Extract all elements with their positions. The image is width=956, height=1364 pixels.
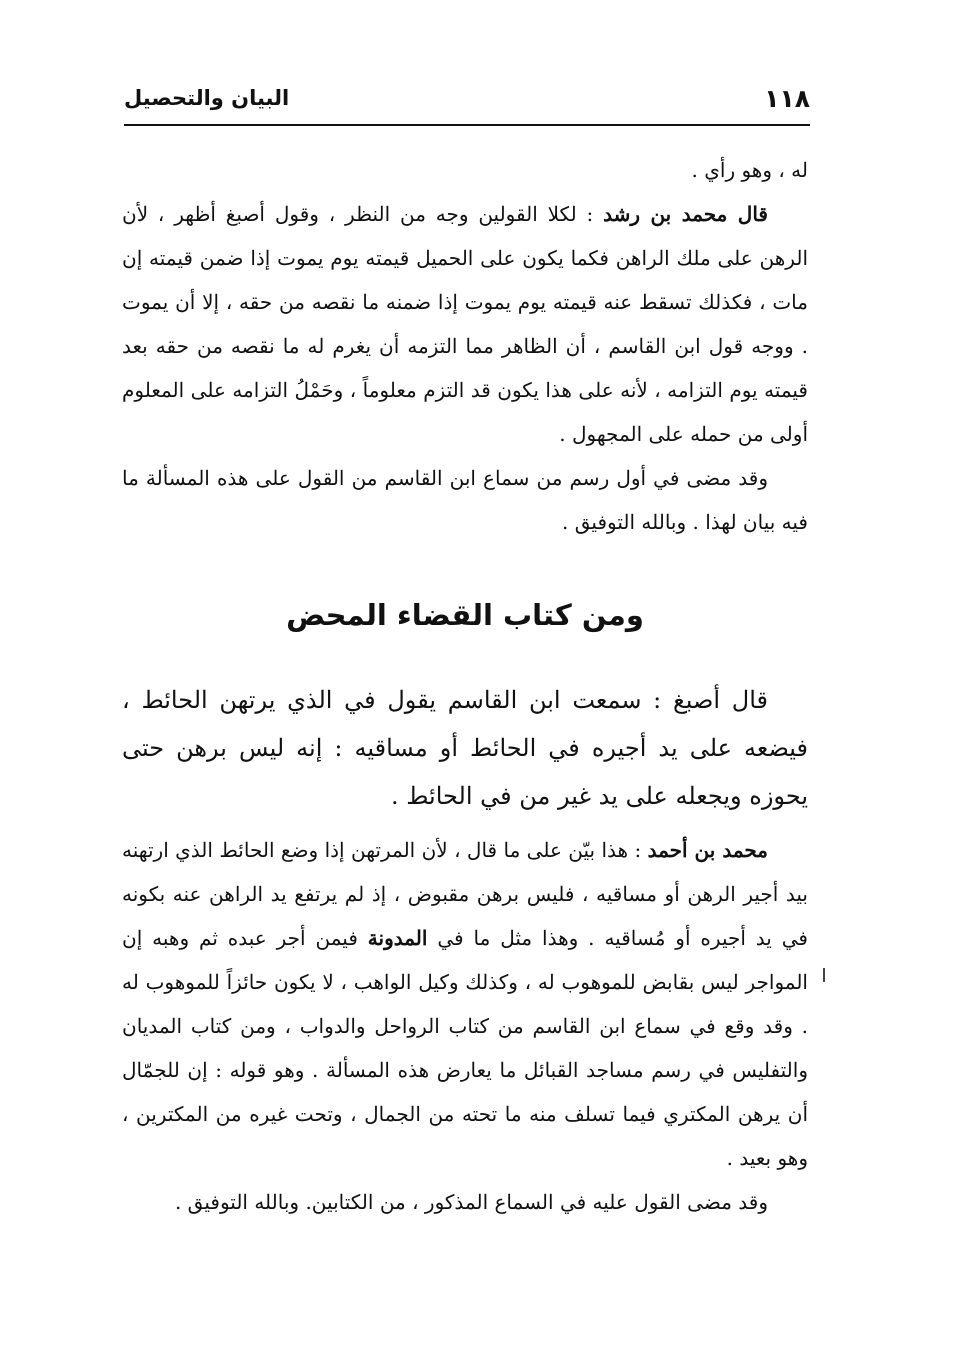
narration-block (122, 676, 808, 820)
running-title: البيان والتحصيل (124, 86, 290, 110)
commentary-block-1 (122, 148, 808, 544)
paragraph-text: فيمن أجر عبده ثم وهبه إن المواجر ليس بقابض للموهوب له ، وكذلك وكيل الواهب ، لا يكون حائزاً للموهوب له . وقد وقع في سماع ابن القاسم من كتاب الرواحل والدواب ، ومن كتاب المديان والتفليس في رسم مساجد القبائل ما يعارض هذه المسألة . وهو قوله : إن للجمّال أن يرهن المكتري فيما تسلف منه ما تحته من الجمال ، وتحت غيره من المكترين ، وهو بعيد . (122, 926, 808, 1170)
page-number: ١١٨ (764, 84, 810, 113)
paragraph-ibn-rushd (122, 192, 808, 456)
page-header (124, 84, 810, 124)
reference-title: المدونة (367, 926, 428, 950)
section-heading: ومن كتاب القضاء المحض (286, 598, 644, 632)
paragraph-continuation: له ، وهو رأي . (691, 158, 808, 182)
paragraph-final: وقد مضى القول عليه في السماع المذكور ، من الكتابين. وبالله التوفيق . (174, 1190, 768, 1214)
paragraph-asbagh: قال أصبغ : سمعت ابن القاسم يقول في الذي يرتهن الحائط ، فيضعه على يد أجيره في الحائط أو مساقيه : إنه ليس برهن حتى يحوزه ويجعله على يد غير من في الحائط . (122, 686, 808, 810)
paragraph-closing: وقد مضى في أول رسم من سماع ابن القاسم من القول على هذه المسألة ما فيه بيان لهذا . وبالله التوفيق . (122, 466, 808, 534)
paragraph-text: : لكلا القولين وجه من النظر ، وقول أصبغ أظهر ، لأن الرهن على ملك الراهن فكما يكون على الحميل قيمته يوم يموت إذا ضمن قيمته إن مات ، فكذلك تسقط عنه قيمته يوم يموت إذا ضمنه ما نقصه من حقه ، إلا أن يموت . ووجه قول ابن القاسم ، أن الظاهر مما التزمه أن يغرم له ما نقصه من حقه بعد قيمته يوم التزامه ، لأنه على هذا يكون قد التزم معلوماً ، وحَمْلُ التزامه على المعلوم أولى من حمله على المجهول . (122, 202, 808, 446)
paragraph-muhammad-ibn-ahmad (122, 828, 808, 1180)
margin-mark (823, 968, 825, 982)
speaker-name: محمد بن أحمد (647, 838, 769, 862)
commentary-block-2 (122, 828, 808, 1224)
header-divider (124, 124, 810, 126)
speaker-name: قال محمد بن رشد (603, 202, 768, 226)
paragraph-text: : هذا بيّن على ما قال ، لأن المرتهن إذا وضع الحائط الذي ارتهنه بيد أجير الرهن أو مساقيه ، فليس برهن مقبوض ، إذ لم يرتفع يد الراهن عنه بكونه في يد أجيره أو مُساقيه . وهذا مثل ما في (122, 838, 808, 950)
